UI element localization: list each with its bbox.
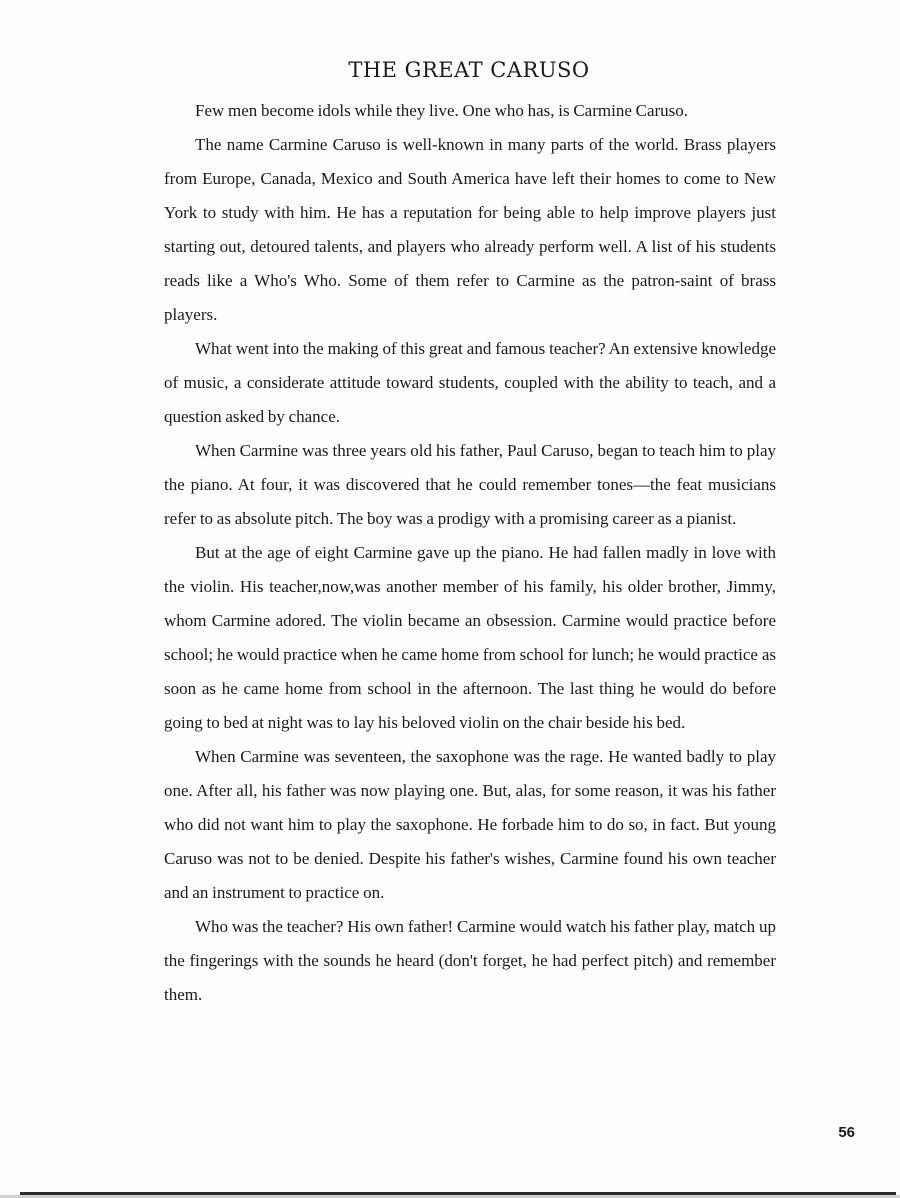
- text-body: [164, 94, 776, 1012]
- paragraph: The name Carmine Caruso is well-known in many parts of the world. Brass players from Europe, Canada, Mexico and South America have left their homes to come to New York to study with him. He has a reputation for being able to help improve players just starting out, detoured talents, and players who already perform well. A list of his students reads like a Who's Who. Some of them refer to Carmine as the patron-saint of brass players.: [164, 135, 776, 324]
- paragraph: When Carmine was three years old his father, Paul Caruso, began to teach him to play the piano. At four, it was discovered that he could remember tones—the feat musicians refer to as absolute pitch. The boy was a prodigy with a promising career as a pianist.: [164, 441, 776, 528]
- paragraph: Few men become idols while they live. One who has, is Carmine Caruso.: [195, 101, 689, 120]
- paragraph: What went into the making of this great and famous teacher? An extensive knowledge of music, a considerate attitude toward students, coupled with the ability to teach, and a question asked by chance.: [164, 339, 776, 426]
- paragraph: Who was the teacher? His own father! Carmine would watch his father play, match up the fingerings with the sounds he heard (don't forget, he had perfect pitch) and remember them.: [164, 917, 776, 1004]
- page-title: THE GREAT CARUSO: [348, 58, 590, 82]
- paragraph: When Carmine was seventeen, the saxophone was the rage. He wanted badly to play one. After all, his father was now playing one. But, alas, for some reason, it was his father who did not want him to play the saxophone. He forbade him to do so, in fact. But young Caruso was not to be denied. Despite his father's wishes, Carmine found his own teacher and an instrument to practice on.: [164, 747, 776, 902]
- page-number: 56: [838, 1124, 855, 1141]
- paragraph: But at the age of eight Carmine gave up the piano. He had fallen madly in love with the violin. His teacher,now,was another member of his family, his older brother, Jimmy, whom Carmine adored. The violin became an obsession. Carmine would practice before school; he would practice when he came home from school for lunch; he would practice as soon as he came home from school in the afternoon. The last thing he would do before going to bed at night was to lay his beloved violin on the chair beside his bed.: [164, 543, 776, 732]
